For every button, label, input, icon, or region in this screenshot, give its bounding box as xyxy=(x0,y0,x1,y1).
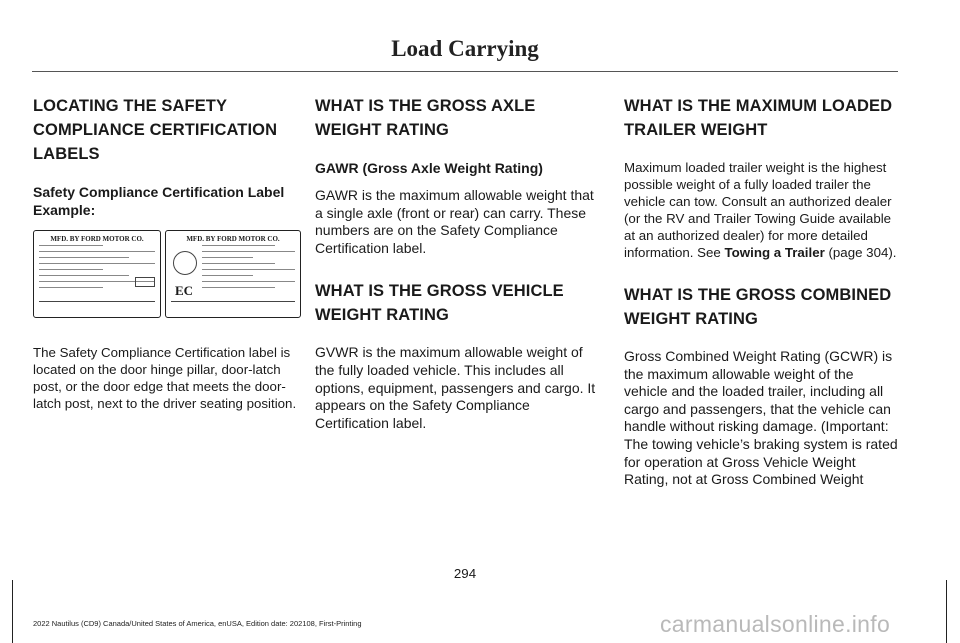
gvwr-text: GVWR is the maximum allowable weight of the fully loaded vehicle. This includes all options, equipment, passengers and cargo. It appears on the Safety Compliance Certification label. xyxy=(315,344,596,431)
header-divider xyxy=(32,71,898,72)
section-heading-line: WHAT IS THE GROSS AXLE xyxy=(315,97,536,115)
section-heading-line: WHAT IS THE MAXIMUM LOADED xyxy=(624,97,893,115)
watermark: carmanualsonline.info xyxy=(660,611,891,637)
section-heading-line: TRAILER WEIGHT xyxy=(624,121,768,139)
canada-seal-icon xyxy=(173,251,197,275)
compliance-label-image xyxy=(33,230,301,318)
label-box xyxy=(135,277,155,287)
crop-mark-left xyxy=(12,580,13,643)
crop-mark-right xyxy=(946,580,947,643)
label-bottom-row xyxy=(171,301,295,311)
page-number: 294 xyxy=(453,566,477,581)
section-heading-line: LABELS xyxy=(33,145,100,163)
gcwr-text: Gross Combined Weight Rating (GCWR) is the maximum allowable weight of the vehicle and the loaded trailer, including all cargo and passengers, that the vehicle can handle without risking damage. (Important: The towing vehicle’s braking system is rated for operation at Gross Vehicle Weight Rating, not at Gross Combined Weight xyxy=(624,348,898,488)
label-text-lines xyxy=(202,245,295,293)
trailer-weight-text xyxy=(624,159,898,261)
gawr-text: GAWR is the maximum allowable weight that a single axle (front or rear) can carry. These numbers are on the Safety Compliance Certification label. xyxy=(315,187,594,256)
label-image-left xyxy=(33,230,161,318)
section-heading-line: LOCATING THE SAFETY xyxy=(33,97,228,115)
label-location-text: The Safety Compliance Certification label is located on the door hinge pillar, door-latch post, or the door edge that meets the door-latch post, next to the driver seating position. xyxy=(33,345,297,411)
footer-edition-info: 2022 Nautilus (CD9) Canada/United States of America, enUSA, Edition date: 202108, First-Printing xyxy=(33,619,362,628)
label-header: MFD. BY FORD MOTOR CO. xyxy=(50,235,144,243)
section-heading-line: WHAT IS THE GROSS VEHICLE xyxy=(315,282,564,301)
column-1 xyxy=(33,96,301,412)
page-title: Load Carrying xyxy=(391,36,539,61)
trailer-weight-text-end: (page 304). xyxy=(824,245,897,260)
towing-a-trailer-link[interactable]: Towing a Trailer xyxy=(724,245,825,260)
section-heading-line: COMPLIANCE CERTIFICATION xyxy=(33,121,278,139)
section-heading-line: WHAT IS THE GROSS COMBINED xyxy=(624,286,892,304)
label-header: MFD. BY FORD MOTOR CO. xyxy=(186,235,280,243)
column-3 xyxy=(624,96,898,489)
trailer-weight-text-start: Maximum loaded trailer weight is the highest possible weight of a fully loaded trailer the vehicle can tow. Consult an authorized dealer (or the RV and Trailer Towing Guide available at an authorized dealer) for more detailed information. See xyxy=(624,160,892,260)
section-heading-line: WEIGHT RATING xyxy=(315,306,449,325)
column-2 xyxy=(315,96,605,432)
ec-mark: EC xyxy=(175,283,194,298)
label-example-subheading: Safety Compliance Certification Label Example: xyxy=(33,184,285,218)
label-bottom-row xyxy=(39,301,155,311)
section-heading-line: WEIGHT RATING xyxy=(315,121,449,139)
section-heading-line: WEIGHT RATING xyxy=(624,310,758,328)
label-image-right xyxy=(165,230,301,318)
gawr-subheading: GAWR (Gross Axle Weight Rating) xyxy=(315,160,543,176)
